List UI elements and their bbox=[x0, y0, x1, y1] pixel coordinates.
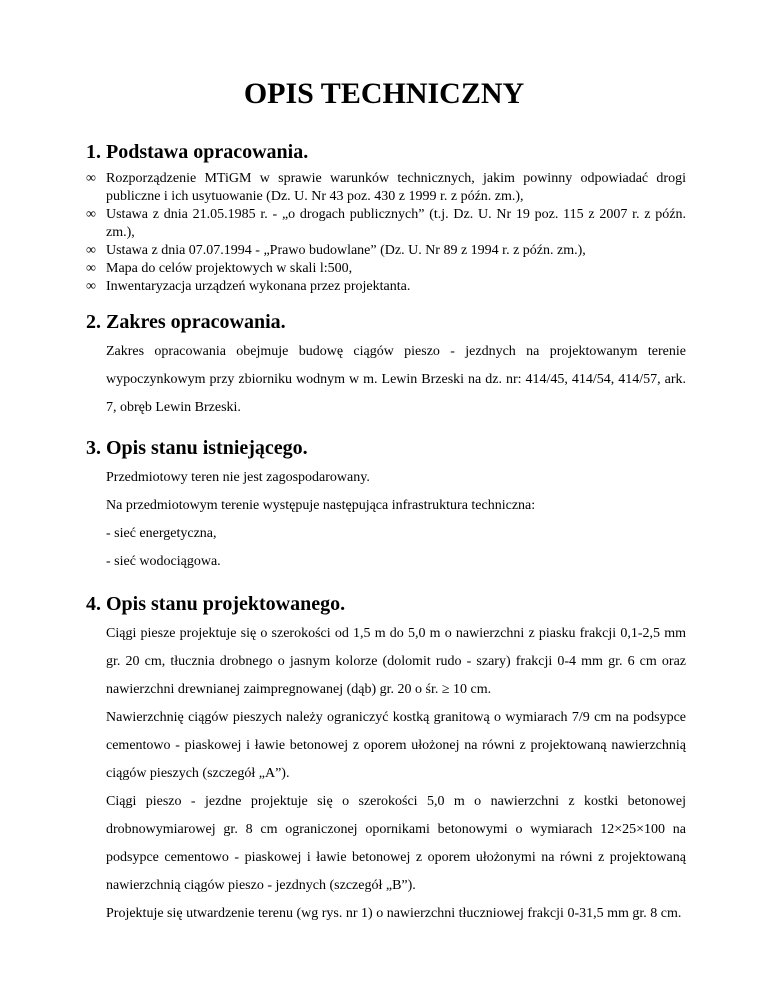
section-stan-projektowany bbox=[86, 592, 686, 928]
infinity-bullet-icon: ∞ bbox=[86, 171, 96, 186]
paragraph: Ciągi pieszo - jezdne projektuje się o szerokości 5,0 m o nawierzchni z kostki betonowej drobnowymiarowej gr. 8 cm ograniczonej opornikami betonowymi o wymiarach 12×25×100 na podsypce cementowo - piaskowej i ławie betonowej z oporem ułożonymi na równi z projektowaną nawierzchnią ciągów pieszo - jezdnych (szczegół „B”). bbox=[106, 794, 686, 893]
paragraph: Na przedmiotowym terenie występuje następująca infrastruktura techniczna: bbox=[106, 498, 536, 513]
list-item bbox=[86, 206, 686, 242]
bullet-list bbox=[86, 170, 686, 296]
infinity-bullet-icon: ∞ bbox=[86, 243, 96, 258]
section-zakres bbox=[86, 310, 686, 422]
section-podstawa bbox=[86, 140, 686, 296]
paragraph: Nawierzchnię ciągów pieszych należy ograniczyć kostką granitową o wymiarach 7/9 cm na podsypce cementowo - piaskowej i ławie betonowej z oporem ułożonej na równi z projektowaną nawierzchnią ciągów pieszych (szczegół „A”). bbox=[106, 710, 686, 781]
infinity-bullet-icon: ∞ bbox=[86, 279, 96, 294]
list-item bbox=[86, 170, 686, 206]
infinity-bullet-icon: ∞ bbox=[86, 207, 96, 222]
paragraph: - sieć wodociągowa. bbox=[106, 554, 221, 569]
paragraph: - sieć energetyczna, bbox=[106, 526, 217, 541]
list-item bbox=[86, 278, 686, 296]
list-item-text: Ustawa z dnia 07.07.1994 - „Prawo budowlane” (Dz. U. Nr 89 z 1994 r. z późn. zm.), bbox=[106, 243, 586, 258]
list-item-text: Mapa do celów projektowych w skali l:500, bbox=[106, 261, 353, 276]
list-item-text: Rozporządzenie MTiGM w sprawie warunków technicznych, jakim powinny odpowiadać drogi publiczne i ich usytuowanie (Dz. U. Nr 43 poz. 430 z 1999 r. z późn. zm.), bbox=[106, 171, 686, 204]
paragraph: Ciągi piesze projektuje się o szerokości od 1,5 m do 5,0 m o nawierzchni z piasku frakcji 0,1-2,5 mm gr. 20 cm, tłucznia drobnego o jasnym kolorze (dolomit rudo - szary) frakcji 0-4 mm gr. 6 cm oraz nawierzchni drewnianej zaimpregnowanej (dąb) gr. 20 o śr. ≥ 10 cm. bbox=[106, 626, 686, 697]
section-heading: 1. Podstawa opracowania. bbox=[86, 141, 309, 163]
list-item-text: Inwentaryzacja urządzeń wykonana przez projektanta. bbox=[106, 279, 411, 294]
infinity-bullet-icon: ∞ bbox=[86, 261, 96, 276]
section-heading: 3. Opis stanu istniejącego. bbox=[86, 437, 308, 459]
section-stan-istniejacy bbox=[86, 436, 686, 576]
paragraph: Projektuje się utwardzenie terenu (wg rys. nr 1) o nawierzchni tłuczniowej frakcji 0-31,5 mm gr. 8 cm. bbox=[106, 906, 682, 921]
document-title: OPIS TECHNICZNY bbox=[243, 77, 525, 110]
section-heading: 4. Opis stanu projektowanego. bbox=[86, 593, 346, 615]
list-item bbox=[86, 242, 686, 260]
list-item-text: Ustawa z dnia 21.05.1985 r. - „o drogach publicznych” (t.j. Dz. U. Nr 19 poz. 115 z 2007 r. z późn. zm.), bbox=[106, 207, 686, 240]
section-heading: 2. Zakres opracowania. bbox=[86, 311, 286, 333]
paragraph: Przedmiotowy teren nie jest zagospodarowany. bbox=[106, 470, 370, 485]
list-item bbox=[86, 260, 686, 278]
paragraph: Zakres opracowania obejmuje budowę ciągów pieszo - jezdnych na projektowanym terenie wypoczynkowym przy zbiorniku wodnym w m. Lewin Brzeski na dz. nr: 414/45, 414/54, 414/57, ark. 7, obręb Lewin Brzeski. bbox=[106, 344, 686, 415]
